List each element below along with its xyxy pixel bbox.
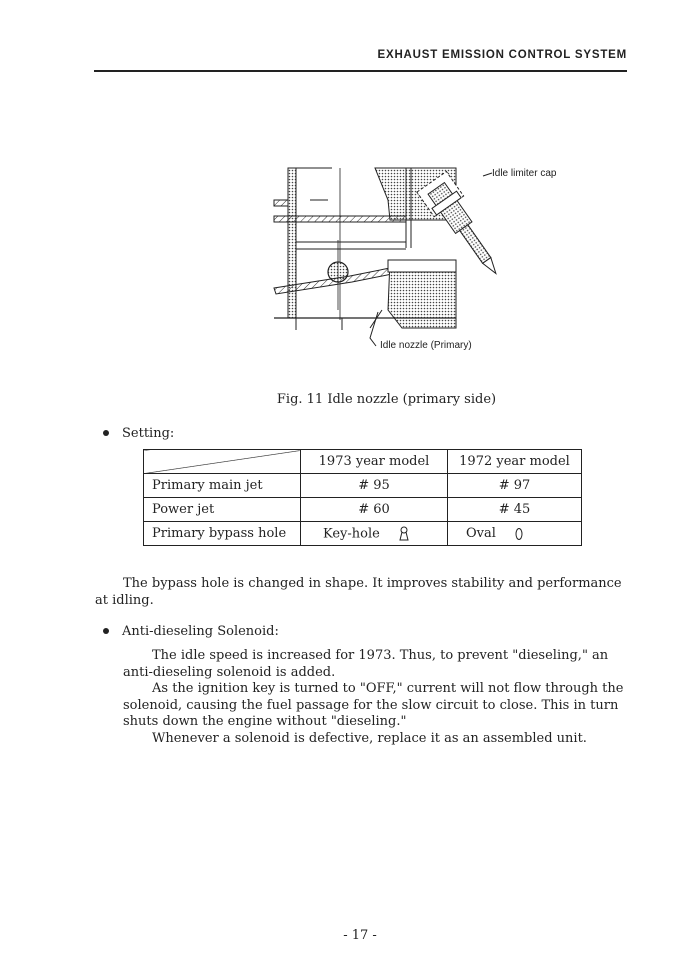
anti-dieseling-p3-line1: Whenever a solenoid is defective, replace it as an assembled unit. [152, 731, 587, 746]
table-cell: # 95 [301, 474, 448, 498]
table-cell: # 60 [301, 498, 448, 522]
table-row [144, 474, 582, 498]
table-cell [448, 522, 582, 546]
keyhole-text: Key-hole [323, 526, 380, 541]
table-cell: # 45 [448, 498, 582, 522]
limiter-cap-leader [483, 173, 492, 176]
table-cell: # 97 [448, 474, 582, 498]
table-cell [301, 522, 448, 546]
bypass-text-line1: The bypass hole is changed in shape. It improves stability and performance [123, 576, 622, 591]
nozzle-label: Idle nozzle (Primary) [380, 340, 472, 351]
table-row [144, 498, 582, 522]
table-cell: Power jet [144, 498, 301, 522]
page-number: - 17 - [343, 928, 377, 943]
anti-dieseling-p2-line1: As the ignition key is turned to "OFF," current will not flow through the [152, 681, 624, 696]
table-cell: Primary main jet [144, 474, 301, 498]
oval-text: Oval [466, 526, 496, 541]
bullet-dot [103, 430, 109, 436]
keyhole-icon [398, 526, 410, 542]
anti-dieseling-heading-text: Anti-dieseling Solenoid: [122, 624, 279, 639]
table-header-row [144, 450, 582, 474]
bullet-dot [103, 628, 109, 634]
carburetor-diagram [270, 160, 590, 360]
anti-dieseling-p1-line1: The idle speed is increased for 1973. Thus, to prevent "dieseling," an [152, 648, 609, 663]
oval-icon [514, 527, 524, 541]
table-cell: Primary bypass hole [144, 522, 301, 546]
limiter-cap-label: Idle limiter cap [492, 168, 557, 179]
table-header: 1973 year model [301, 450, 448, 474]
bypass-text-line2: at idling. [95, 593, 154, 608]
table-row [144, 522, 582, 546]
setting-table [143, 449, 582, 546]
setting-heading-text: Setting: [122, 426, 175, 441]
figure-caption: Fig. 11 Idle nozzle (primary side) [276, 392, 497, 407]
table-header: 1972 year model [448, 450, 582, 474]
anti-dieseling-heading [103, 624, 279, 639]
table-corner-cell [144, 450, 301, 474]
setting-heading [103, 426, 174, 441]
anti-dieseling-p2-line2: solenoid, causing the fuel passage for the slow circuit to close. This in turn [123, 698, 619, 713]
idle-nozzle-figure [270, 160, 590, 364]
anti-dieseling-p1-line2: anti-dieseling solenoid is added. [123, 665, 336, 680]
nozzle-leader [370, 312, 378, 346]
page-header: EXHAUST EMISSION CONTROL SYSTEM [377, 49, 627, 61]
anti-dieseling-p2-line3: shuts down the engine without "dieseling." [123, 714, 407, 729]
header-rule [94, 70, 627, 72]
